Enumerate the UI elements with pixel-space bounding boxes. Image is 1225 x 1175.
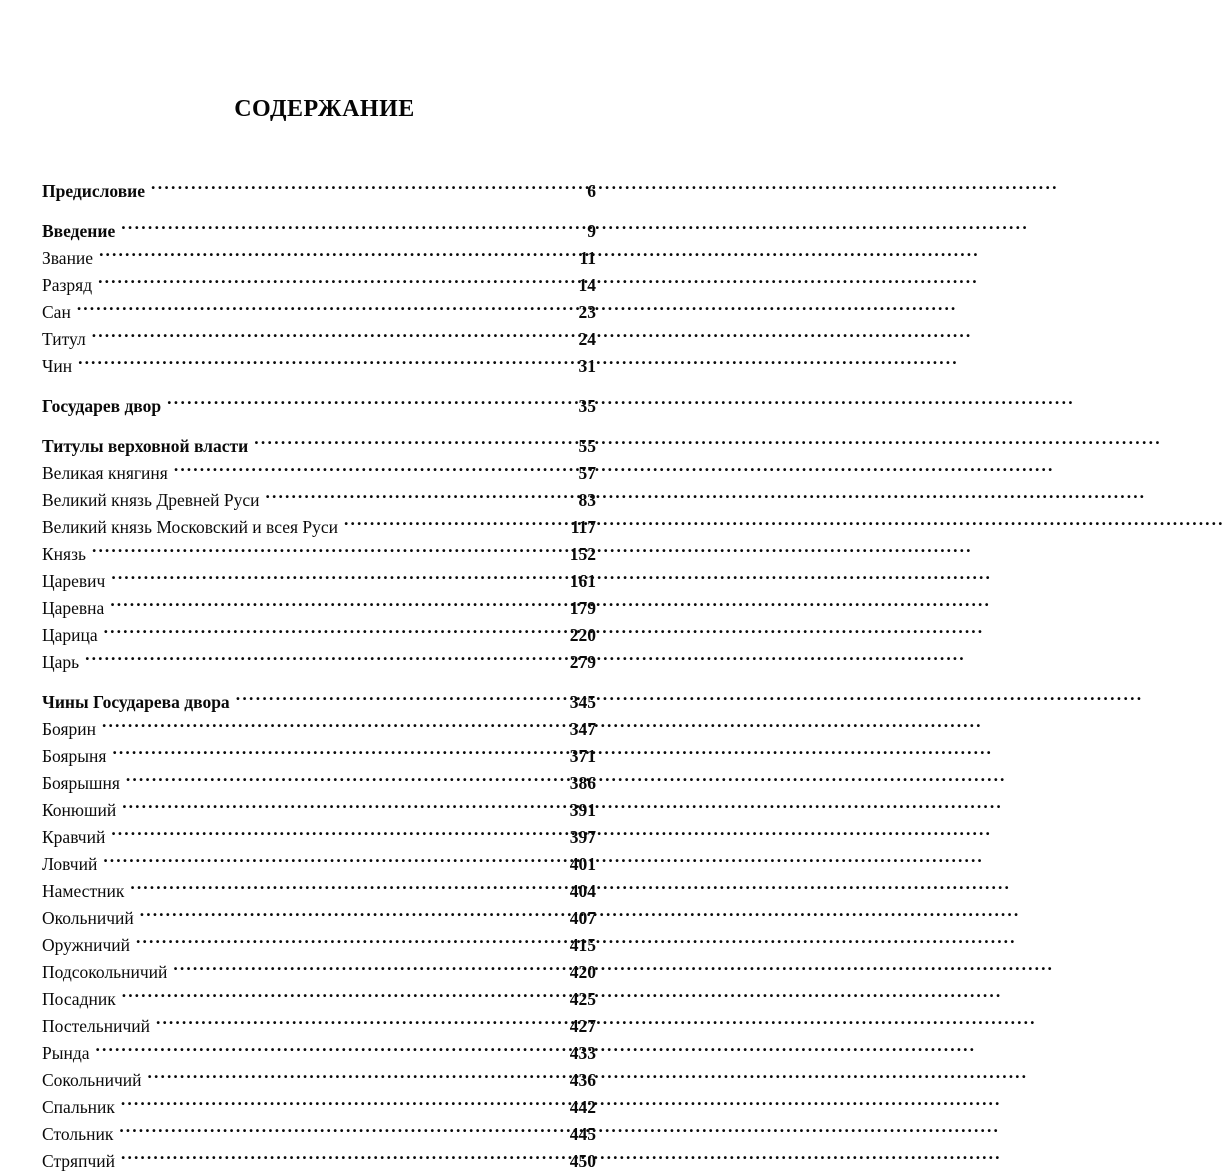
dot-leader xyxy=(121,1150,547,1168)
dot-leader xyxy=(99,247,547,265)
toc-page-number: 117 xyxy=(570,517,596,537)
toc-page-number: 220 xyxy=(569,625,596,645)
toc-entry-label: Конюший xyxy=(42,800,117,820)
dot-leader xyxy=(92,328,547,346)
toc-entry-label: Кравчий xyxy=(42,827,106,847)
toc-section-row[interactable] xyxy=(42,178,596,205)
toc-page-number: 420 xyxy=(569,962,596,982)
dot-leader xyxy=(111,570,547,588)
dot-leader xyxy=(126,772,547,790)
toc-page-number: 433 xyxy=(569,1043,596,1063)
toc-page-number: 445 xyxy=(569,1124,596,1144)
toc-entry-label: Царица xyxy=(42,625,98,645)
dot-leader xyxy=(140,907,547,925)
toc-entry-row[interactable] xyxy=(42,649,596,676)
dot-leader xyxy=(112,745,547,763)
dot-leader xyxy=(266,489,547,507)
toc-entry-label: Звание xyxy=(42,248,94,268)
toc-entry-label: Боярин xyxy=(42,719,96,739)
toc-page-number: 401 xyxy=(569,854,596,874)
toc-entry-label: Рында xyxy=(42,1043,90,1063)
dot-leader xyxy=(344,516,547,534)
toc-page-number: 11 xyxy=(579,248,596,268)
dot-leader xyxy=(111,826,547,844)
toc-page-number: 436 xyxy=(569,1070,596,1090)
toc-page-number: 442 xyxy=(569,1097,596,1117)
dot-leader xyxy=(136,934,547,952)
toc-entry-label: Постельничий xyxy=(42,1016,150,1036)
dot-leader xyxy=(173,961,547,979)
toc-entry-label: Сокольничий xyxy=(42,1070,142,1090)
dot-leader xyxy=(151,180,547,198)
dot-leader xyxy=(121,1096,547,1114)
toc-entry-row[interactable] xyxy=(42,353,596,380)
toc-entry-label: Подсокольничий xyxy=(42,962,168,982)
toc-page-number: 35 xyxy=(578,396,596,416)
dot-leader xyxy=(254,435,547,453)
toc-entry-label: Окольничий xyxy=(42,908,134,928)
toc-page-number: 427 xyxy=(569,1016,596,1036)
dot-leader xyxy=(156,1015,547,1033)
toc-entry-label: Великий князь Московский и всея Руси xyxy=(42,517,338,537)
dot-leader xyxy=(174,462,547,480)
toc-entry-label: Чин xyxy=(42,356,73,376)
toc-page-number: 407 xyxy=(569,908,596,928)
toc-page-number: 415 xyxy=(569,935,596,955)
toc-entry-label: Предисловие xyxy=(42,181,146,201)
toc-page-number: 404 xyxy=(569,881,596,901)
toc-page-number: 345 xyxy=(569,692,596,712)
toc-entry-label: Ловчий xyxy=(42,854,98,874)
toc-entry-label: Великий князь Древней Руси xyxy=(42,490,260,510)
dot-leader xyxy=(122,988,547,1006)
toc-entry-label: Сан xyxy=(42,302,71,322)
toc-page-number: 23 xyxy=(578,302,596,322)
dot-leader xyxy=(148,1069,547,1087)
dot-leader xyxy=(119,1123,547,1141)
dot-leader xyxy=(122,799,547,817)
dot-leader xyxy=(103,853,547,871)
toc-page-number: 397 xyxy=(569,827,596,847)
toc-entry-label: Посадник xyxy=(42,989,116,1009)
toc-entry-label: Царь xyxy=(42,652,80,672)
toc-page-number: 31 xyxy=(578,356,596,376)
toc-page-number: 179 xyxy=(569,598,596,618)
toc-entry-label: Стряпчий xyxy=(42,1151,115,1171)
toc-section-row[interactable] xyxy=(42,393,596,420)
toc-page-number: 24 xyxy=(578,329,596,349)
dot-leader xyxy=(102,718,547,736)
toc-page-number: 279 xyxy=(569,652,596,672)
toc-entry-label: Титул xyxy=(42,329,86,349)
page-title: СОДЕРЖАНИЕ xyxy=(234,96,415,122)
dot-leader xyxy=(130,880,547,898)
toc-entry-label: Наместник xyxy=(42,881,125,901)
toc-entry-label: Царевна xyxy=(42,598,105,618)
toc-entry-row[interactable] xyxy=(42,1148,596,1175)
toc-entry-label: Князь xyxy=(42,544,86,564)
toc-entry-label: Великая княгиня xyxy=(42,463,168,483)
toc-entry-label: Боярыня xyxy=(42,746,107,766)
toc-page-number: 83 xyxy=(578,490,596,510)
dot-leader xyxy=(98,274,547,292)
toc-page-number: 386 xyxy=(569,773,596,793)
toc-entry-label: Стольник xyxy=(42,1124,114,1144)
dot-leader xyxy=(104,624,547,642)
dot-leader xyxy=(110,597,547,615)
toc-entry-label: Титулы верховной власти xyxy=(42,436,249,456)
dot-leader xyxy=(121,220,547,238)
toc-entry-list xyxy=(42,178,596,1175)
dot-leader xyxy=(85,651,547,669)
toc-entry-label: Боярышня xyxy=(42,773,120,793)
toc-entry-label: Спальник xyxy=(42,1097,115,1117)
toc-entry-label: Введение xyxy=(42,221,116,241)
toc-page-number: 391 xyxy=(569,800,596,820)
toc-page-number: 152 xyxy=(569,544,596,564)
dot-leader xyxy=(77,301,547,319)
dot-leader xyxy=(78,355,547,373)
toc-page-number: 55 xyxy=(578,436,596,456)
toc-entry-label: Царевич xyxy=(42,571,106,591)
toc-page-number: 161 xyxy=(569,571,596,591)
toc-entry-label: Оружничий xyxy=(42,935,131,955)
toc-page-number: 425 xyxy=(569,989,596,1009)
toc-entry-label: Государев двор xyxy=(42,396,162,416)
toc-page-number: 450 xyxy=(569,1151,596,1171)
dot-leader xyxy=(167,395,547,413)
toc-page-number: 6 xyxy=(587,181,596,201)
dot-leader xyxy=(96,1042,547,1060)
toc-entry-label: Разряд xyxy=(42,275,93,295)
dot-leader xyxy=(236,691,547,709)
toc-entry-label: Чины Государева двора xyxy=(42,692,230,712)
dot-leader xyxy=(92,543,547,561)
toc-page-number: 347 xyxy=(569,719,596,739)
toc-page-number: 57 xyxy=(578,463,596,483)
toc-page-number: 14 xyxy=(578,275,596,295)
toc-page-number: 371 xyxy=(569,746,596,766)
toc-page-number: 9 xyxy=(587,221,596,241)
